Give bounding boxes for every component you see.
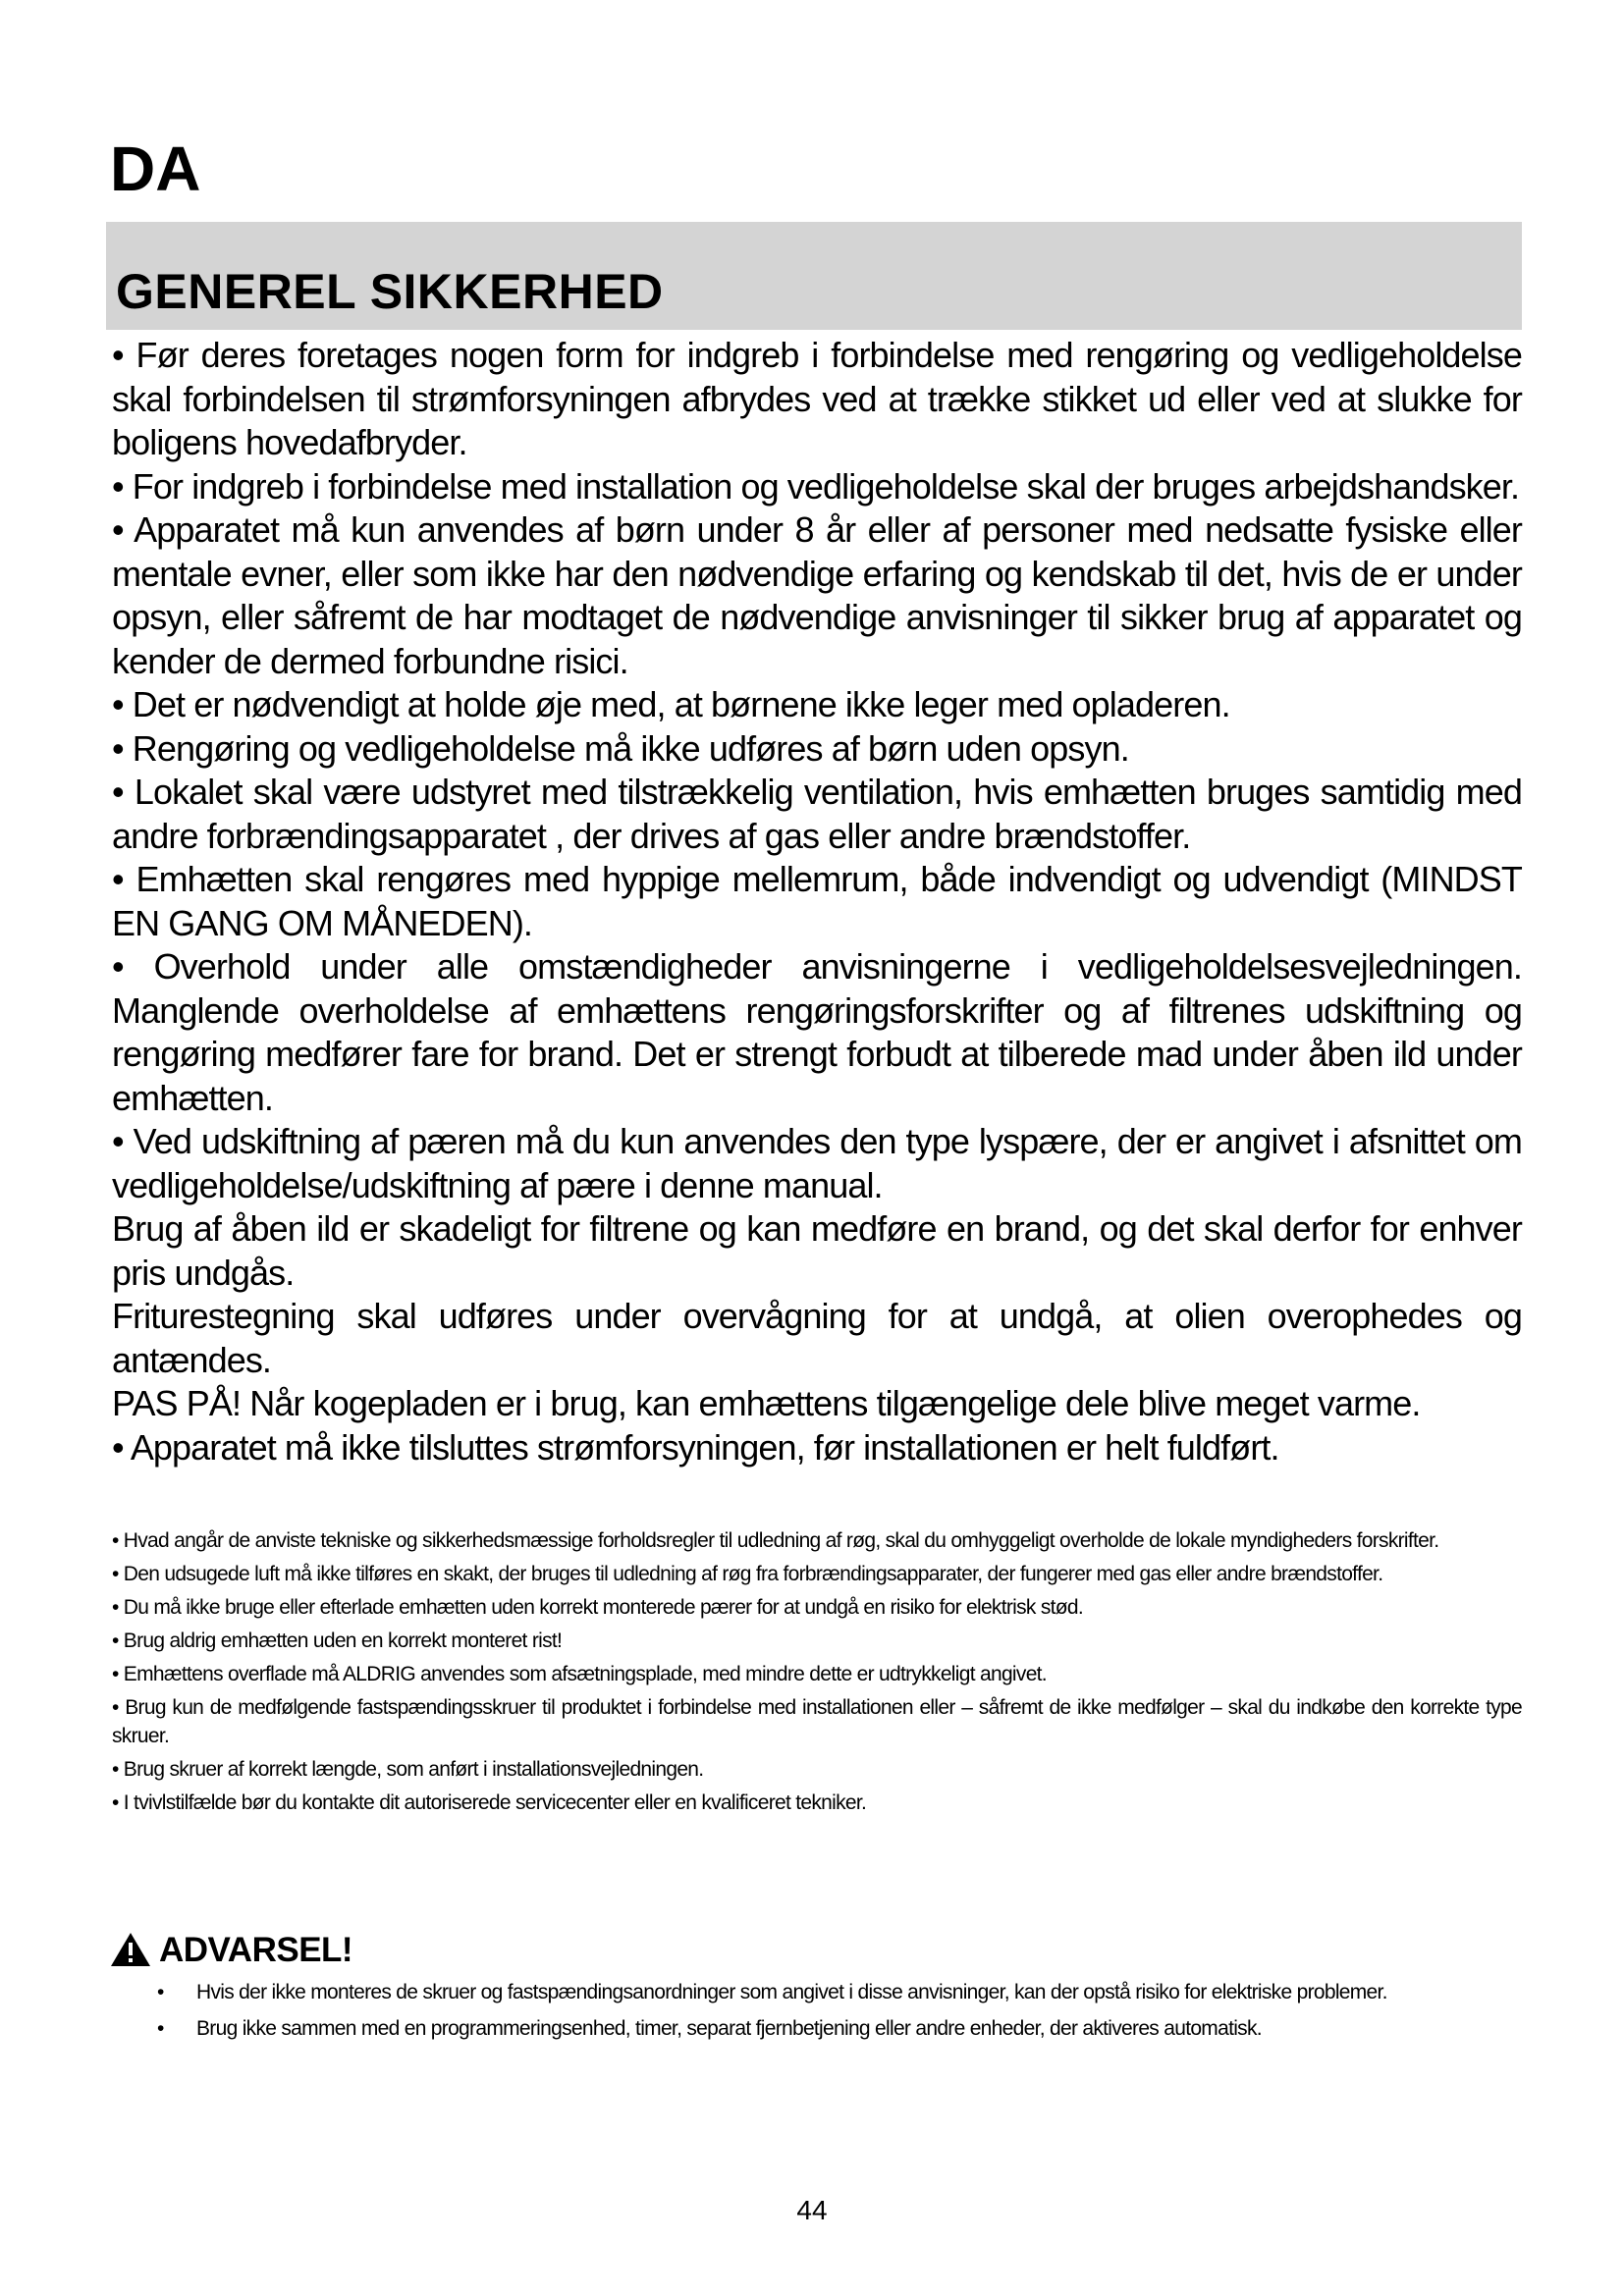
warning-item: • Hvis der ikke monteres de skruer og fastspændingsanordninger som angivet i disse anvisninger, kan der opstå risiko for elektriske problemer. (157, 1978, 1522, 2006)
paragraph: • Ved udskiftning af pæren må du kun anvendes den type lyspære, der er angivet i afsnittet om vedligeholdelse/udskiftning af pære i denne manual. (112, 1121, 1522, 1205)
small-paragraph: • Brug kun de medfølgende fastspændingsskruer til produktet i forbindelse med installationen eller – såfremt de ikke medfølger – skal du indkøbe den korrekte type skruer. (112, 1696, 1522, 1747)
paragraph: • Det er nødvendigt at holde øje med, at børnene ikke leger med opladeren. (112, 684, 1230, 724)
small-paragraph: • Den udsugede luft må ikke tilføres en skakt, der bruges til udledning af røg fra forbrændingsapparater, der fungerer med gas eller andre brændstoffer. (112, 1563, 1383, 1585)
paragraph: • Lokalet skal være udstyret med tilstrækkelig ventilation, hvis emhætten bruges samtidig med andre forbrændingsapparatet , der drives af gas eller andre brændstoffer. (112, 772, 1522, 856)
paragraph: • Rengøring og vedligeholdelse må ikke udføres af børn uden opsyn. (112, 727, 1129, 769)
small-paragraph: • Du må ikke bruge eller efterlade emhætten uden korrekt monterede pærer for at undgå en risiko for elektrisk stød. (112, 1596, 1084, 1619)
paragraph: Friturestegning skal udføres under overvågning for at undgå, at olien overophedes og antændes. (112, 1296, 1522, 1380)
warning-heading (110, 1932, 352, 1967)
small-paragraph: • Brug aldrig emhætten uden en korrekt monteret rist! (112, 1629, 563, 1652)
paragraph: • Før deres foretages nogen form for indgreb i forbindelse med rengøring og vedligeholdelse skal forbindelsen til strømforsyningen afbrydes ved at trække stikket ud eller ved at slukke for boligens hovedafbryder. (112, 335, 1522, 462)
section-title: GENEREL SIKKERHED (116, 264, 664, 319)
small-paragraph: • Brug skruer af korrekt længde, som anført i installationsvejledningen. (112, 1758, 704, 1781)
paragraph: • Apparatet må kun anvendes af børn under 8 år eller af personer med nedsatte fysiske eller mentale evner, eller som ikke har den nødvendige erfaring og kendskab til det, hvis de er under opsyn, eller såfremt de har modtaget de nødvendige anvisninger til sikker brug af apparatet og kender de dermed forbundne risici. (112, 509, 1522, 681)
paragraph: • Emhætten skal rengøres med hyppige mellemrum, både indvendigt og udvendigt (MINDST EN GANG OM MÅNEDEN). (112, 859, 1522, 943)
warning-triangle-icon (110, 1932, 151, 1967)
language-code: DA (110, 133, 201, 204)
main-safety-text (112, 334, 1522, 1469)
small-paragraph: • Hvad angår de anviste tekniske og sikkerhedsmæssige forholdsregler til udledning af røg, skal du omhyggeligt overholde de lokale myndigheders forskrifter. (112, 1529, 1439, 1552)
paragraph: • Overhold under alle omstændigheder anvisningerne i vedligeholdelsesvejledningen. Manglende overholdelse af emhættens rengøringsforskrifter og af filtrenes udskiftning og rengøring medfører fare for brand. Det er strengt forbudt at tilberede mad under åben ild under emhætten. (112, 946, 1522, 1118)
small-paragraph: • I tvivlstilfælde bør du kontakte dit autoriserede servicecenter eller en kvalificeret tekniker. (112, 1791, 867, 1814)
warning-list (157, 1978, 1522, 2051)
paragraph: • Apparatet må ikke tilsluttes strømforsyningen, før installationen er helt fuldført. (112, 1426, 1279, 1468)
paragraph: Brug af åben ild er skadeligt for filtrene og kan medføre en brand, og det skal derfor for enhver pris undgås. (112, 1208, 1522, 1293)
fine-print-text (112, 1526, 1522, 1822)
warning-title: ADVARSEL! (159, 1930, 353, 1969)
paragraph: • For indgreb i forbindelse med installation og vedligeholdelse skal der bruges arbejdshandsker. (112, 465, 1520, 507)
page-number: 44 (796, 2195, 828, 2225)
paragraph: PAS PÅ! Når kogepladen er i brug, kan emhættens tilgængelige dele blive meget varme. (112, 1383, 1421, 1423)
small-paragraph: • Emhættens overflade må ALDRIG anvendes som afsætningsplade, med mindre dette er udtrykkeligt angivet. (112, 1663, 1047, 1685)
warning-item: • Brug ikke sammen med en programmeringsenhed, timer, separat fjernbetjening eller andre enheder, der aktiveres automatisk. (157, 2014, 1522, 2043)
